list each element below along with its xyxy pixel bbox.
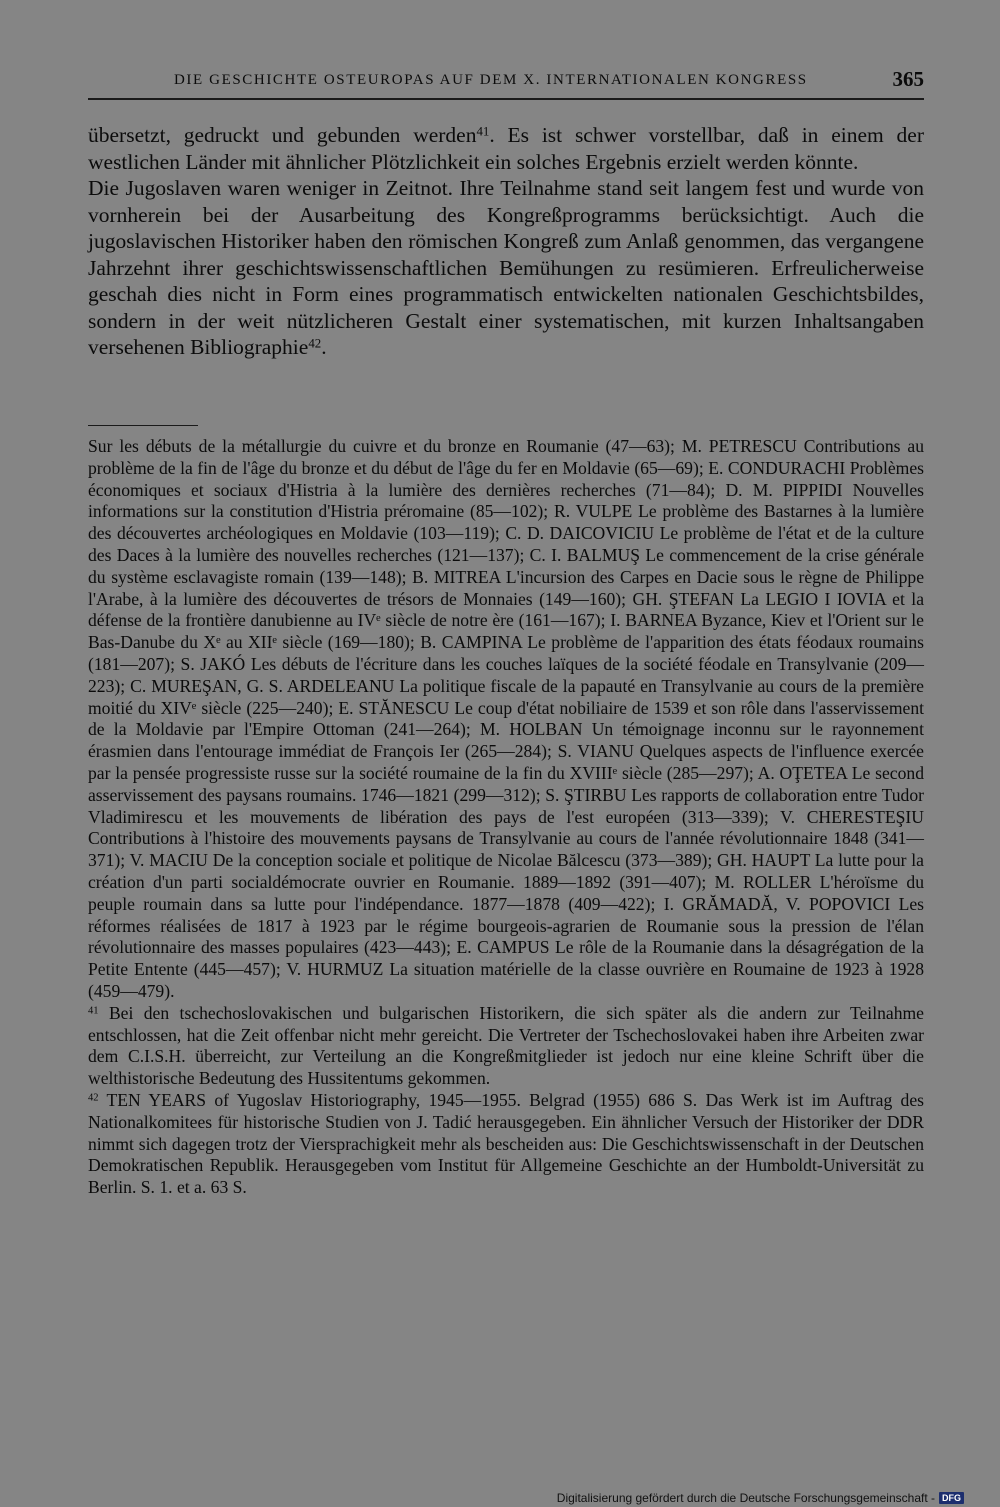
footnotes: [88, 436, 924, 1199]
running-title: DIE GESCHICHTE OSTEUROPAS AUF DEM X. INTERNATIONALEN KONGRESS: [174, 72, 808, 88]
footnote-ref-41: 41: [476, 124, 490, 139]
paragraph-2-end: .: [321, 335, 327, 359]
footnote-42-text: TEN YEARS of Yugoslav Historiography, 1945—1955. Belgrad (1955) 686 S. Das Werk ist im Auftrag des Nationalkomitees für historische Studien von J. Tadić herausgegeben. Ein ähnlicher Versuch der Historiker der DDR nimmt sich dagegen trotz der Viersprachigkeit mehr als bescheiden aus: Die Geschichtswissenschaft in der Deutschen Demokratischen Republik. Herausgegeben vom Institut für Allgemeine Geschichte an der Humboldt-Universität zu Berlin. S. 1. et a. 63 S.: [88, 1089, 924, 1198]
digitization-credit: [557, 1491, 964, 1505]
main-text: [88, 122, 924, 361]
paragraph-2-text: Die Jugoslaven waren weniger in Zeitnot. Ihre Teilnahme stand seit langem fest und wurde von vornherein bei der Ausarbeitung des Kongreßprogramms berücksichtigt. Auch die jugoslavischen Historiker haben den römischen Kongreß zum Anlaß genommen, das vergangene Jahrzehnt ihrer geschichtswissenschaftlichen Bemühungen zu resümieren. Erfreulicherweise geschah dies nicht in Form eines programmatisch entwickelten nationalen Geschichtsbildes, sondern in der weit nützlicheren Gestalt einer systematischen, mit kurzen Inhaltsangaben versehenen Bibliographie: [88, 176, 924, 359]
footnote-42: [88, 1090, 924, 1199]
footnote-continued: Sur les débuts de la métallurgie du cuivre et du bronze en Roumanie (47—63); M. PETRESCU Contributions au problème de la fin de l'âge du bronze et du début de l'âge du fer en Moldavie (65—69); E. CONDURACHI Problèmes économiques et sociaux d'Histria à la lumière des dernières recherches (71—84); D. M. PIPPIDI Nouvelles informations sur la constitution d'Histria préromaine (85—102); R. VULPE Le problème des Bastarnes à la lumière des découvertes archéologiques en Moldavie (103—119); C. D. DAICOVICIU Le problème de l'état et de la culture des Daces à la lumière des nouvelles recherches (121—137); C. I. BALMUŞ Le commencement de la crise générale du système esclavagiste romain (139—148); B. MITREA L'incursion des Carpes en Dacie sous le règne de Philippe l'Arabe, à la lumière des découvertes de trésors de Monnaies (149—160); GH. ŞTEFAN La LEGIO I IOVIA et la défense de la frontière danubienne au IVᵉ siècle de notre ère (161—167); I. BARNEA Byzance, Kiev et l'Orient sur le Bas-Danube du Xᵉ au XIIᵉ siècle (169—180); B. CAMPINA Le problème de l'apparition des états féodaux roumains (181—207); S. JAKÓ Les débuts de l'écriture dans les couches laïques de la société féodale en Transylvanie (209—223); C. MUREŞAN, G. S. ARDELEANU La politique fiscale de la papauté en Transylvanie au cours de la première moitié du XIVᵉ siècle (225—240); E. STĂNESCU Le coup d'état nobiliaire de 1539 et son rôle dans l'asservissement de la Moldavie par l'Empire Ottoman (241—264); M. HOLBAN Un témoignage inconnu sur le rayonnement érasmien dans l'entourage immédiat de François Ier (265—284); S. VIANU Quelques aspects de l'influence exercée par la pensée progressiste russe sur la société roumaine de la fin du XVIIIᵉ siècle (285—297); A. OŢETEA Le second asservissement des paysans roumains. 1746—1821 (299—312); S. ŞTIRBU Les rapports de collaboration entre Tudor Vladimirescu et les mouvements de libération des pays de l'est européen (313—339); V. CHERESTEŞIU Contributions à l'histoire des mouvements paysans de Transylvanie au cours de l'année révolutionnaire 1848 (341—371); V. MACIU De la conception sociale et politique de Nicolae Bălcescu (373—389); GH. HAUPT La lutte pour la création d'un parti socialdémocrate ouvrier en Roumanie. 1889—1892 (391—407); M. ROLLER L'héroïsme du peuple roumain dans sa lutte pour l'indépendance. 1877—1878 (409—422); I. GRĂMADĂ, V. POPOVICI Les réformes réalisées de 1817 à 1923 par le régime bourgeois-agrarien de Roumanie sous la pression de l'élan révolutionnaire des masses populaires (423—443); E. CAMPUS Le rôle de la Roumanie dans la désagrégation de la Petite Entente (445—457); V. HURMUZ La situation matérielle de la classe ouvrière en Roumaine de 1923 à 1928 (459—479).: [88, 436, 924, 1001]
footnote-ref-42: 42: [308, 336, 322, 351]
footnote-41-text: Bei den tschechoslovakischen und bulgarischen Historikern, die sich später als die andern zur Teilnahme entschlossen, hat die Zeit offenbar nicht mehr gereicht. Die Vertreter der Tschechoslovakei haben ihre Arbeiten zwar dem C.I.S.H. überreicht, zur Verteilung an die Kongreßmitglieder ist jedoch nur eine kleine Schrift über die welthistorische Bedeutung des Hussitentums gekommen.: [88, 1002, 924, 1089]
paragraph-1: [88, 122, 924, 175]
page-number: 365: [892, 67, 924, 91]
dfg-logo: DFG: [939, 1492, 964, 1504]
footnote-42-marker: 42: [88, 1092, 99, 1104]
paragraph-2: [88, 175, 924, 361]
running-header: [88, 67, 924, 100]
footnote-41-marker: 41: [88, 1005, 99, 1017]
footnote-41: [88, 1003, 924, 1090]
footnote-divider: [88, 425, 198, 426]
paragraph-1-rest: . Es ist schwer vorstellbar, daß in einem der westlichen Länder mit ähnlicher Plötzlichkeit ein solches Ergebnis erzielt werden könnte.: [88, 123, 924, 174]
credit-text: Digitalisierung gefördert durch die Deutsche Forschungsgemeinschaft -: [556, 1491, 935, 1505]
paragraph-1-text: übersetzt, gedruckt und gebunden werden: [88, 123, 477, 147]
